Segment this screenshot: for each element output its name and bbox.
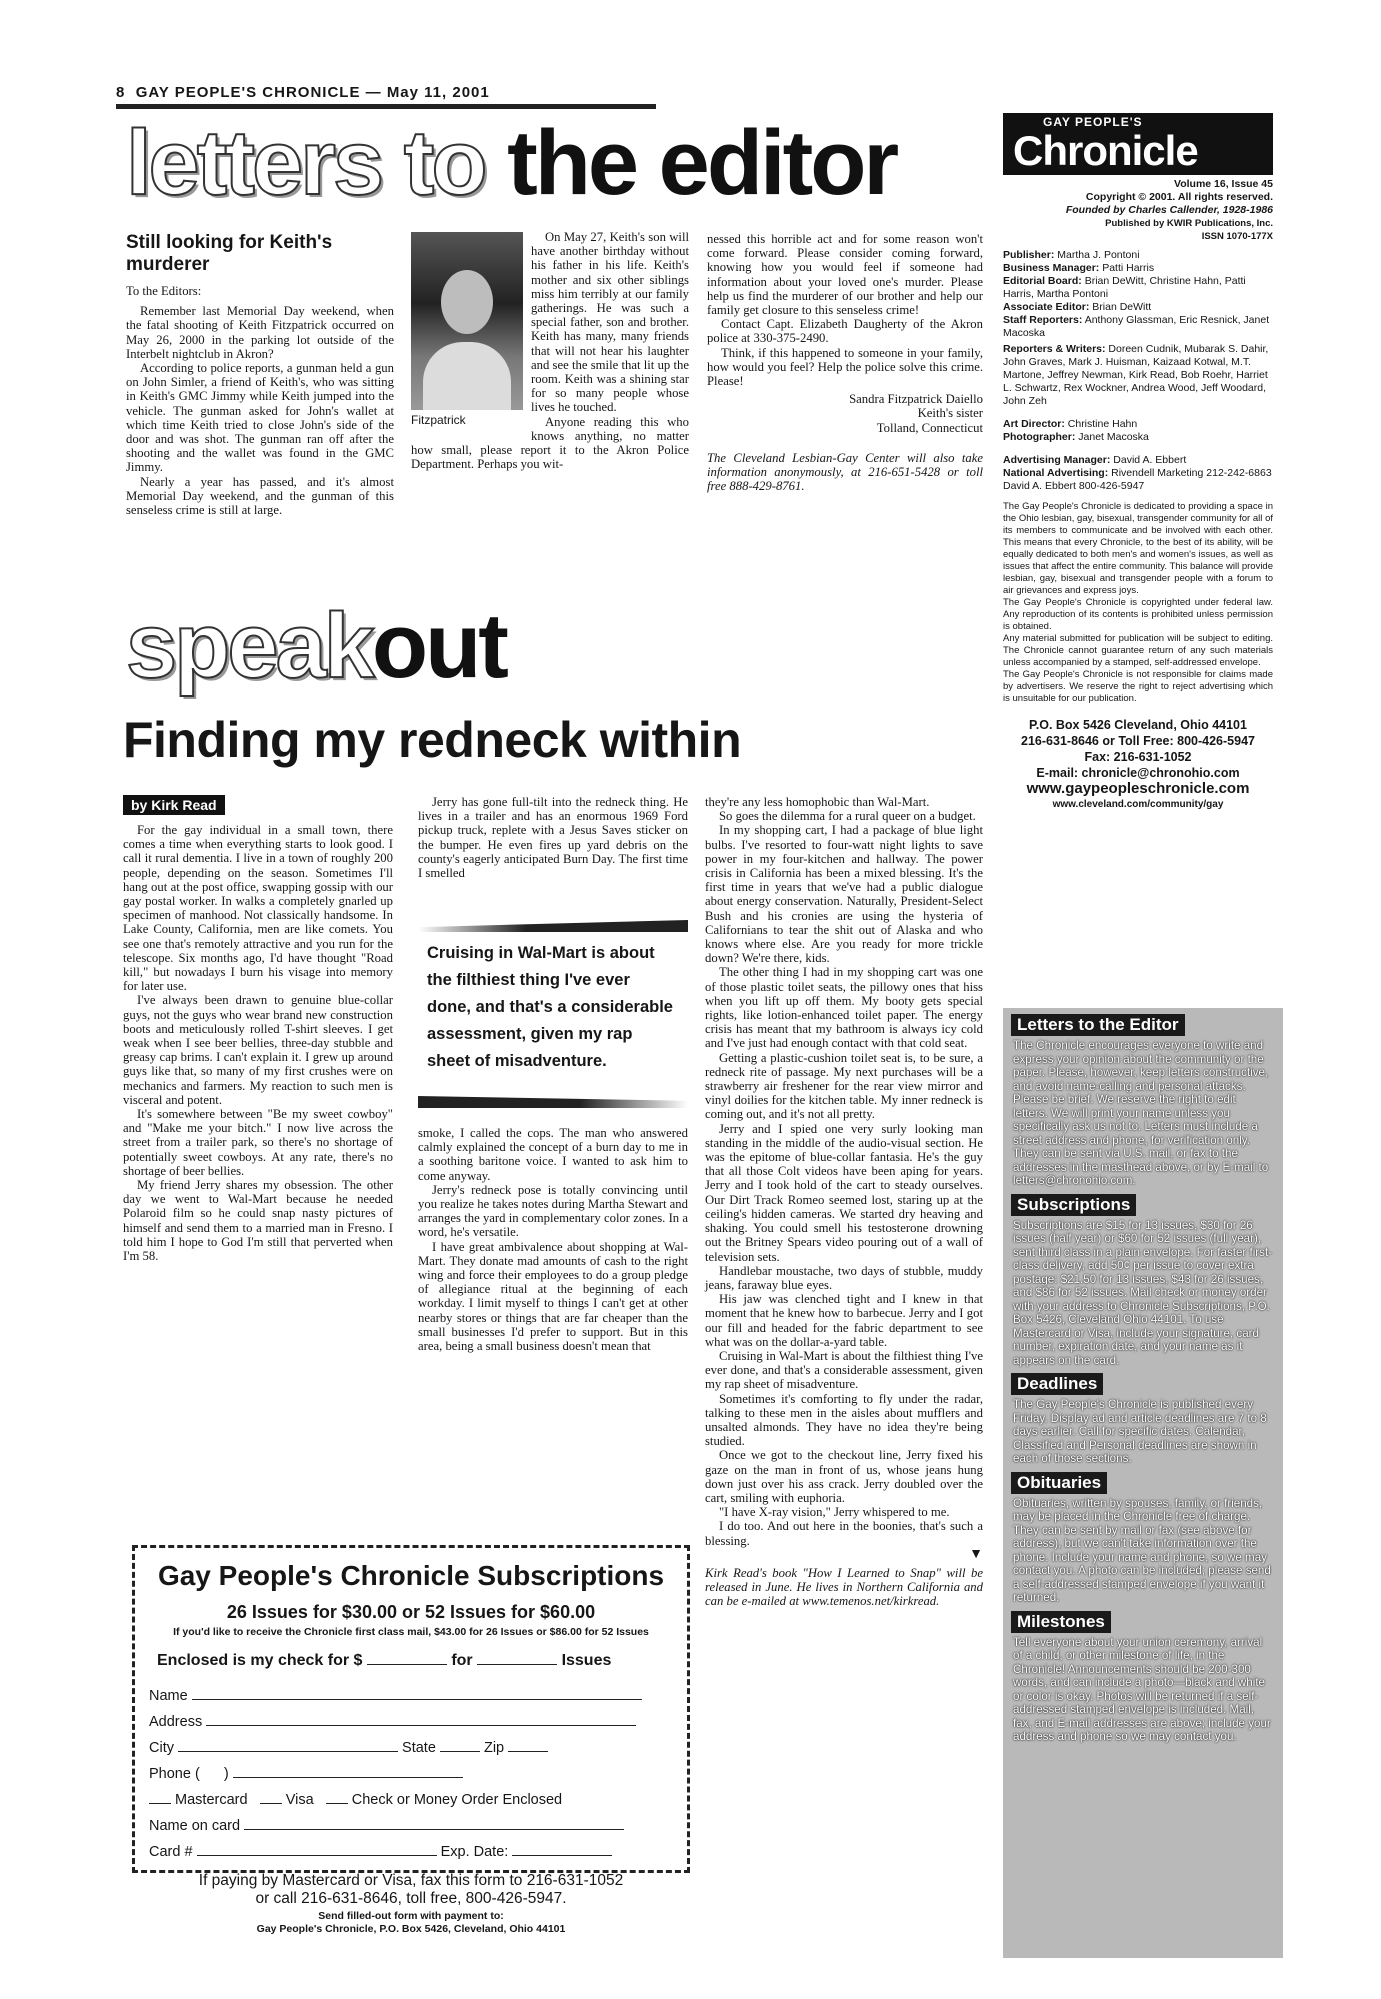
sidebar-heading-milestones: Milestones [1011, 1611, 1111, 1633]
masthead-pub-info [1003, 178, 1273, 243]
paragraph: smoke, I called the cops. The man who answered calmly explained the concept of a burn day to me in a soothing baritone voice. I wanted to ask him to come anyway. [418, 1126, 688, 1183]
card-name-row [149, 1818, 687, 1834]
address-row [149, 1714, 687, 1730]
speakout-banner-outline: speak [126, 595, 372, 697]
staff-entry: Associate Editor: Brian DeWitt [1003, 301, 1152, 313]
speakout-body-3 [705, 795, 983, 1548]
website-link[interactable]: www.gaypeopleschronicle.com [1026, 780, 1250, 797]
letters-banner-solid: the editor [507, 112, 897, 214]
header-rule [116, 104, 656, 109]
face-shape [441, 270, 493, 334]
staff-entry: National Advertising: Rivendell Marketing 212-242-6863 David A. Ebbert 800-426-5947 [1003, 467, 1272, 492]
address-field[interactable] [206, 1725, 636, 1726]
mission-statement [1003, 501, 1273, 705]
logo-title: Chronicle [1013, 127, 1198, 174]
legal-submissions: Any material submitted for publication will be subject to editing. The Chronicle cannot guarantee return of any such materials unless accompanied by a stamped, self-addressed envelope. [1003, 633, 1273, 668]
masthead-logo [1003, 113, 1273, 175]
name-field[interactable] [192, 1699, 642, 1700]
issues-count-field[interactable] [477, 1664, 557, 1665]
byline: by Kirk Read [123, 795, 225, 815]
legal-copyright: The Gay People's Chronicle is copyrighted under federal law. Any reproduction of its contents is prohibited unless permission is obtained. [1003, 597, 1273, 632]
paragraph: Jerry's redneck pose is totally convincing until you realize he takes notes during Martha Stewart and arranges the yard in complementary color zones. In a word, he's versatile. [418, 1182, 688, 1240]
address-label: Address [149, 1714, 203, 1730]
paragraph: Jerry has gone full-tilt into the redneck thing. He lives in a trailer and has an enormous 1969 Ford pickup truck, replete with a Jesus Saves sticker on the bumper. He even fires up yard debris on the county's eagerly anticipated Burn Day. The first time I smelled [418, 795, 688, 881]
page-number: 8 [116, 84, 126, 101]
sidebar-text-subscriptions: Subscriptions are $15 for 13 issues, $30 for 26 issues (half year) or $60 for 52 issues (full year), sent third class in a plain envelope. For faster first-class delivery, add 50¢ per issue to cover extra postage: $21.50 for 13 issues, $43 for 26 issues, and $86 for 52 issues. Mail check or money order with your address to Chronicle Subscriptions, P.O. Box 5426, Cleveland Ohio 44101. To use Mastercard or Visa, include your signature, card number, expiration date, and your name as it appears on the card. [1013, 1218, 1273, 1367]
state-field[interactable] [440, 1751, 480, 1752]
fax-instructions [135, 1872, 687, 1908]
paragraph: nessed this horrible act and for some reason won't come forward. Please consider coming forward, knowing how you would feel if someone had information about your loved one's murder. Please help us find the murderer of our brother and help our family get closure to this senseless crime! [707, 232, 983, 318]
speakout-body-1 [123, 823, 393, 1263]
page-header: 8 GAY PEOPLE'S CHRONICLE — May 11, 2001 [116, 84, 490, 101]
name-on-card-field[interactable] [244, 1829, 624, 1830]
visa-label: Visa [285, 1792, 314, 1808]
photo-block [411, 232, 523, 432]
letters-col-3 [707, 232, 983, 493]
sidebar-heading-letters: Letters to the Editor [1011, 1014, 1185, 1036]
paragraph: My friend Jerry shares my obsession. The other day we went to Wal-Mart because he needed Polaroid film so he could snap nasty pictures of himself and send them to a married man in Fresno. I told him I hope to God I'm still that perverted when I'm 58. [123, 1178, 393, 1264]
fax-number: Fax: 216-631-1052 [1084, 750, 1192, 764]
send-line-2: Gay People's Chronicle, P.O. Box 5426, Cleveland, Ohio 44101 [256, 1923, 566, 1935]
sidebar-text-letters: The Chronicle encourages everyone to write and express your opinion about the community or the paper. Please, however, keep letters constructive, and avoid name-calling and personal attacks. Please be brief. We reserve the right to edit letters. We will print your name unless you specifically ask us not to. Letters must include a street address and phone, for verification only. They can be sent via U.S. mail, or fax to the addresses in the masthead above, or by E-mail to letters@chronohio.com. [1013, 1039, 1269, 1187]
contact-block [1003, 717, 1273, 813]
paragraph: Cruising in Wal-Mart is about the filthiest thing I've ever done, and that's a considerable assessment, given my rap sheet of misadventure. [705, 1348, 983, 1392]
city-row [149, 1740, 687, 1756]
sidebar-text-obituaries: Obituaries, written by spouses, family, or friends, may be placed in the Chronicle free of charge. They can be sent by mail or fax (see above for address), but we can't take information over the phone. Include your name and phone, so we may contact you. A photo can be included; please send a self-addressed stamped envelope if you want it returned. [1013, 1496, 1271, 1604]
state-label: State [402, 1740, 436, 1756]
form-offer: 26 Issues for $30.00 or 52 Issues for $60.00 [226, 1602, 596, 1622]
masthead [1003, 113, 1273, 813]
check-label: Check or Money Order Enclosed [351, 1792, 563, 1808]
phone-label: Phone ( [149, 1766, 200, 1782]
staff-entry: Advertising Manager: David A. Ebbert [1003, 454, 1187, 466]
exp-date-field[interactable] [512, 1855, 612, 1856]
paragraph: Once we got to the checkout line, Jerry fixed his gaze on the man in front of us, whose jeans hung down just over his ass crack. Jerry doubled over the cart, smiling with euphoria. [705, 1448, 983, 1505]
phone-field[interactable] [233, 1777, 463, 1778]
speakout-col-1 [123, 795, 393, 1263]
signature-name: Sandra Fitzpatrick Daiello [849, 392, 983, 407]
signature-relation: Keith's sister [917, 406, 983, 421]
letters-banner [126, 112, 897, 214]
card-number-label: Card # [149, 1844, 193, 1860]
paragraph: I've always been drawn to genuine blue-collar guys, not the guys who wear brand new construction boots and meticulously rolled T-shirt sleeves. I get weak when I see beer bellies, three-day stubble and greasy cap brims. I can't explain it. I grew up around guys like that, so many of my first crushes were on mechanics and farmers. My reaction to such men is visceral and potent. [123, 993, 393, 1107]
issues-label: Issues [561, 1652, 612, 1669]
for-label: for [451, 1652, 473, 1669]
zip-label: Zip [483, 1740, 505, 1756]
phone-numbers: 216-631-8646 or Toll Free: 800-426-5947 [1021, 734, 1255, 748]
card-number-row [149, 1844, 687, 1860]
payment-row [149, 1792, 687, 1808]
speakout-body-2b [418, 1126, 688, 1353]
mission: The Gay People's Chronicle is dedicated to providing a space in the Ohio lesbian, gay, bisexual, transgender community for all of its members to communicate and be involved with each other. This means that every Chronicle, to the best of its ability, will be equally dedicated to both men's and women's issues, as well as issues that affect the entire community. This balance will provide lesbian, gay, bisexual and transgender people with a forum to air grievances and express joys. [1003, 501, 1273, 596]
sidebar-text-milestones: Tell everyone about your union ceremony, arrival of a child, or other milestone of life, in the Chronicle! Announcements should be 200-300 words, and can include a photo—black and white or color is okay. Photos will be returned if a self-addressed stamped envelope is included. Mail, fax, and E-mail addresses are above; include your address and phone so we may contact you. [1013, 1635, 1271, 1743]
staff-entry: Editorial Board: Brian DeWitt, Christine Hahn, Patti Harris, Martha Pontoni [1003, 275, 1246, 300]
speakout-col-2 [418, 795, 688, 880]
paragraph: Sometimes it's comforting to fly under the radar, talking to these men in the aisles about mufflers and unsalted almonds. They have no idea they're being studied. [705, 1391, 983, 1449]
speakout-col-2b [418, 1126, 688, 1353]
email-address[interactable]: E-mail: chronicle@chronohio.com [1036, 766, 1240, 780]
paragraph: Remember last Memorial Day weekend, when the fatal shooting of Keith Fitzpatrick occurred on May 26, 2000 in the parking lot outside of the Interbelt nightclub in Akron? [126, 304, 394, 361]
paragraph: His jaw was clenched tight and I knew in that moment that he knew how to barbecue. Jerry and I got our fill and headed for the fabric department to see what was on the dollar-a-yard table. [705, 1292, 983, 1349]
phone-row: Phone ( ) [149, 1766, 687, 1782]
paragraph: Nearly a year has passed, and it's almost Memorial Day weekend, and the gunman of this senseless crime is still at large. [126, 474, 394, 518]
subscription-form [132, 1545, 690, 1935]
paragraph: In my shopping cart, I had a package of blue light bulbs. I've resorted to four-watt night lights to save power in my four-kitchen and hallway. The power crisis in California has been a mixed blessing. It's the first time in years that we've had a public dialogue about energy conservation. Naturally, President-Select Bush and his cronies are using the hysteria of Californians to tear the shit out of Alaska and who knows where else. Are you ready for more trickle down? We're there, kids. [705, 823, 983, 966]
paragraph: Think, if this happened to someone in your family, how would you feel? Help the police solve this crime. Please! [707, 345, 983, 389]
pull-quote-bottom-rule [418, 1096, 688, 1108]
paragraph: According to police reports, a gunman held a gun on John Simler, a friend of Keith's, who was sitting in Keith's GMC Jimmy while Keith jumped into the vehicle. The gunman asked for John's wallet at which time Keith tried to close John's side of the door and was shot. The gunman ran off after the shooting and the wallet was found in the GMC Jimmy. [126, 361, 394, 475]
speakout-headline: Finding my redneck within [123, 712, 742, 768]
logo-kicker: GAY PEOPLE'S [1043, 115, 1143, 129]
portrait-photo [411, 232, 523, 410]
end-mark-icon: ▼ [969, 1546, 983, 1562]
form-first-class: If you'd like to receive the Chronicle first class mail, $43.00 for 26 Issues or $86.00 for 52 Issues [173, 1626, 649, 1638]
publication-name: GAY PEOPLE'S CHRONICLE [135, 84, 361, 101]
volume: Volume 16, Issue 45 [1173, 178, 1273, 190]
card-number-field[interactable] [197, 1855, 437, 1856]
staff-list [1003, 249, 1273, 493]
name-label: Name [149, 1688, 188, 1704]
paragraph: Jerry and I spied one very surly looking man standing in the middle of the audio-visual section. He was the epitome of blue-collar fantasia. He's the guy that all those Colt videos have been aping for years. Jerry and I took hold of the cart to steady ourselves. Our Dirt Track Romeo seemed lost, staring up at the ceiling's hidden cameras. We started dry heaving and shaking. You could smell his testosterone drowning out the Britney Spears video pouring out of a wall of television sets. [705, 1121, 983, 1264]
letters-banner-outline: letters to [126, 112, 485, 214]
name-row [149, 1688, 687, 1704]
zip-field[interactable] [508, 1751, 548, 1752]
send-instructions [135, 1910, 687, 1936]
paragraph: It's somewhere between "Be my sweet cowboy" and "Make me your bitch." I now live across the street from a trailer park, so there's no shortage of potentially sweet cowboys. At any rate, there's no shortage of beer bellies. [123, 1107, 393, 1178]
paragraph: they're any less homophobic than Wal-Mart. [705, 795, 930, 809]
amount-field[interactable] [367, 1664, 447, 1665]
website-link-2[interactable]: www.cleveland.com/community/gay [1052, 799, 1224, 810]
mastercard-checkbox[interactable] [149, 1803, 171, 1804]
shoulders-shape [423, 342, 511, 410]
speakout-body-2a [418, 795, 688, 880]
author-endnote: Kirk Read's book "How I Learned to Snap" will be released in June. He lives in Northern California and can be e-mailed at www.temenos.net/kirkread. [705, 1565, 983, 1609]
legal-advertising: The Gay People's Chronicle is not responsible for claims made by advertisers. We reserve the right to reject advertising which is unsuitable for our publication. [1003, 669, 1273, 704]
form-title: Gay People's Chronicle Subscriptions [157, 1560, 665, 1591]
sidebar-heading-obituaries: Obituaries [1011, 1472, 1107, 1494]
sidebar-heading-deadlines: Deadlines [1011, 1373, 1103, 1395]
staff-entry: Publisher: Martha J. Pontoni [1003, 249, 1140, 261]
city-label: City [149, 1740, 174, 1756]
paragraph: I do too. And out here in the boonies, that's such a blessing. [705, 1519, 983, 1548]
photo-caption: Fitzpatrick [411, 413, 466, 427]
sidebar-heading-subscriptions: Subscriptions [1011, 1194, 1136, 1216]
letter-body-1 [126, 304, 394, 517]
letter-signature [707, 392, 983, 435]
letter-note: The Cleveland Lesbian-Gay Center will also take information anonymously, at 216-651-5428 or toll free 888-429-8761. [707, 450, 983, 494]
send-line-1: Send filled-out form with payment to: [318, 1910, 504, 1922]
pull-quote-top-rule [418, 920, 688, 932]
paragraph: The other thing I had in my shopping cart was one of those plastic toilet seats, the pillowy ones that hiss when you lift up off them. My booty gets special rights, like lotion-enhanced toilet paper. The energy crisis has meant that my bathroom is always icy cold and I've just had enough contact with that cold seat. [705, 965, 983, 1051]
mastercard-label: Mastercard [175, 1792, 248, 1808]
copyright: Copyright © 2001. All rights reserved. [1085, 191, 1273, 203]
paragraph: So goes the dilemma for a rural queer on a budget. [719, 809, 976, 824]
info-sidebar [1003, 1008, 1283, 1958]
paragraph: "I have X-ray vision," Jerry whispered to me. [719, 1505, 950, 1520]
speakout-banner-solid: out [371, 595, 506, 697]
issn: ISSN 1070-177X [1201, 231, 1273, 242]
publisher-line: Published by KWIR Publications, Inc. [1105, 218, 1273, 229]
mailing-address: P.O. Box 5426 Cleveland, Ohio 44101 [1029, 718, 1247, 732]
speakout-banner [126, 595, 506, 697]
fax-line-1: If paying by Mastercard or Visa, fax this form to 216-631-1052 [198, 1872, 624, 1889]
check-checkbox[interactable] [326, 1803, 348, 1804]
exp-date-label: Exp. Date: [440, 1844, 509, 1860]
letters-col-1 [126, 232, 394, 517]
letter-salutation: To the Editors: [126, 284, 202, 298]
letters-col-2 [411, 230, 689, 471]
issue-date: May 11, 2001 [386, 84, 490, 101]
enclosed-row [157, 1652, 687, 1670]
sidebar-text-deadlines: The Gay People's Chronicle is published every Friday. Display ad and article deadlines are 7 to 8 days earlier. Call for specific dates. Calendar, Classified and Personal deadlines are shown in each of those sections. [1013, 1398, 1267, 1465]
paragraph: Anyone reading this who knows anything, no matter how small, please report it to the Akron Police Department. Perhaps you wit- [411, 414, 689, 472]
paragraph: Contact Capt. Elizabeth Daugherty of the Akron police at 330-375-2490. [707, 317, 983, 346]
visa-checkbox[interactable] [260, 1803, 282, 1804]
staff-entry: Business Manager: Patti Harris [1003, 262, 1155, 274]
letter-body-3 [707, 232, 983, 388]
staff-entry: Staff Reporters: Anthony Glassman, Eric Resnick, Janet Macoska [1003, 314, 1270, 339]
staff-entry: Photographer: Janet Macoska [1003, 431, 1149, 443]
paragraph: For the gay individual in a small town, there comes a time when everything starts to look good. I call it rural dementia. I live in a town of roughly 200 people, depending on the season. Sometimes I'll hang out at the post office, swapping gossip with our gay postal worker. In walks a completely gnarled up specimen of manhood. Not classically handsome. In Lake County, California, men are like comets. You see one that's remotely attractive and you run for the telescope. Six months ago, I'd have thought "Road kill," but nowadays I burn his visage into memory for later use. [123, 823, 393, 994]
founded: Founded by Charles Callender, 1928-1986 [1065, 204, 1273, 216]
staff-entry: Art Director: Christine Hahn [1003, 418, 1138, 430]
pull-quote: Cruising in Wal-Mart is about the filthiest thing I've ever done, and that's a considerable assessment, given my rap sheet of misadventure. [427, 944, 673, 1070]
name-on-card-label: Name on card [149, 1818, 241, 1834]
signature-location: Tolland, Connecticut [876, 420, 983, 435]
paragraph: Handlebar moustache, two days of stubble, muddy jeans, faraway blue eyes. [705, 1263, 983, 1292]
letter-headline: Still looking for Keith's murderer [126, 232, 333, 275]
paragraph: On May 27, Keith's son will have another birthday without his father in his life. Keith's mother and six other siblings miss him terribly at our family gatherings. He was such a special father, son and brother. Keith has many, many friends that will not hear his laughter and see the smile that lit up the room. Keith was a shining star for so many people whose lives he touched. [531, 230, 689, 415]
staff-entry: Reporters & Writers: Doreen Cudnik, Mubarak S. Dahir, John Graves, Mark J. Huisman, Kaizaad Kotwal, M.T. Martone, Jeffrey Newman, Kirk Read, Bob Roehr, Harriet L. Schwartz, Rex Wockner, Andrea Wood, Jeff Woodard, John Zeh [1003, 343, 1269, 407]
speakout-col-3 [705, 795, 983, 1608]
paragraph: I have great ambivalence about shopping at Wal-Mart. They donate mad amounts of cash to the right wing and force their employees to do a group pledge of allegiance ritual at the beginning of each workday. I limit myself to things I can't get at other nearby stores or things that are far cheaper than the small businesses I'd prefer to support. But in this area, being a small business doesn't mean that [418, 1239, 688, 1354]
enclosed-label: Enclosed is my check for $ [157, 1652, 363, 1669]
fax-line-2: or call 216-631-8646, toll free, 800-426-5947. [255, 1890, 567, 1907]
paragraph: Getting a plastic-cushion toilet seat is, to be sure, a redneck rite of passage. My next purchases will be a strawberry air freshener for the rear view mirror and vinyl doilies for the kitchen table. My inner redneck is coming out, and it's not all pretty. [705, 1050, 983, 1122]
city-field[interactable] [178, 1751, 398, 1752]
